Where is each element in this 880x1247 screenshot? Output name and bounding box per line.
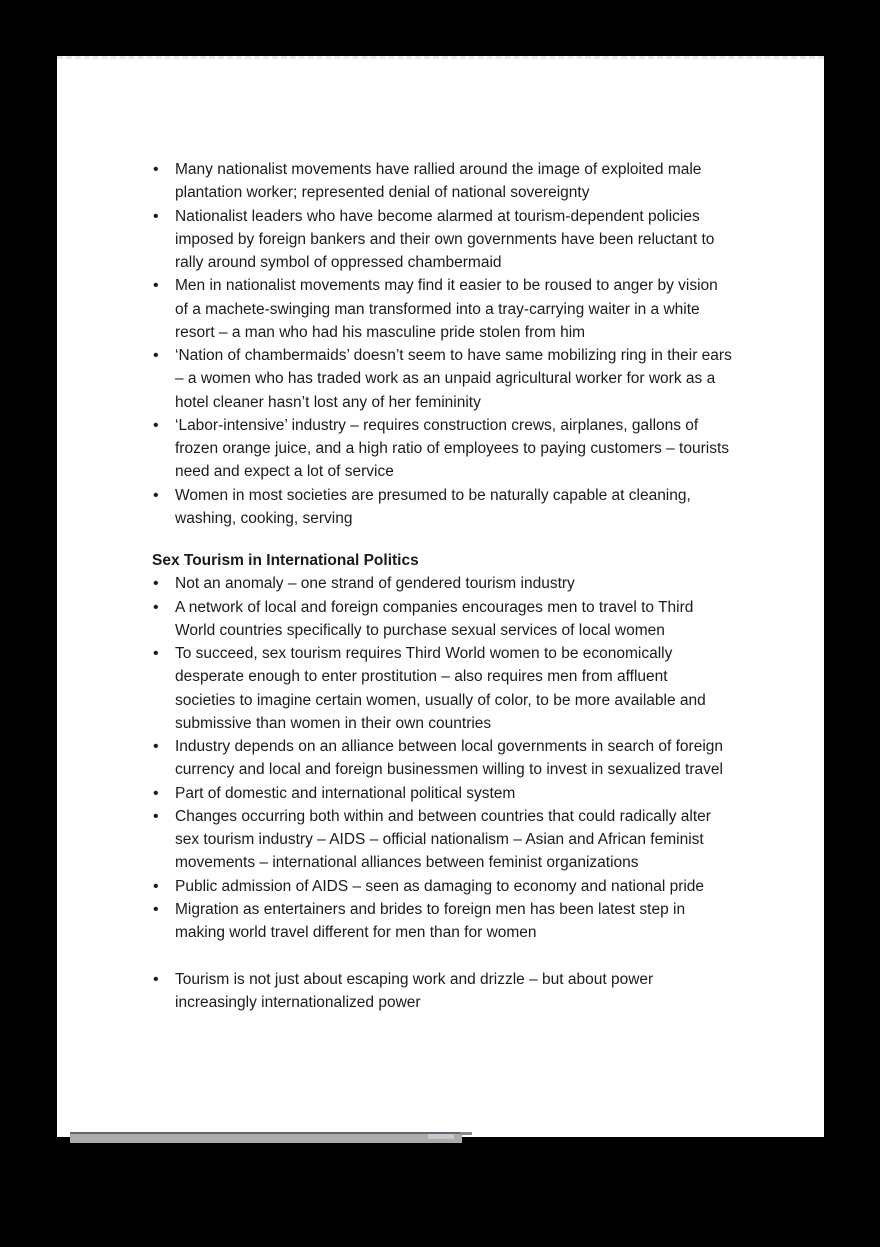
bullet-item: • Nationalist leaders who have become alarmed at tourism-dependent policies imposed by foreign bankers and their own governments have been reluctant to rally around symbol of oppressed chambermaid bbox=[152, 205, 732, 275]
bullet-item: • Not an anomaly – one strand of gendered tourism industry bbox=[152, 572, 732, 595]
page-break-dashed-line bbox=[57, 56, 824, 59]
bullet-item: • ‘Labor-intensive’ industry – requires construction crews, airplanes, gallons of frozen orange juice, and a high ratio of employees to paying customers – tourists need and expect a lot of service bbox=[152, 414, 732, 484]
horizontal-scrollbar[interactable] bbox=[70, 1132, 462, 1143]
bullet-item: • Tourism is not just about escaping work and drizzle – but about power increasingly internationalized power bbox=[152, 968, 732, 1015]
bullet-item: • Women in most societies are presumed to be naturally capable at cleaning, washing, cooking, serving bbox=[152, 484, 732, 531]
scrollbar-end-cap bbox=[460, 1132, 472, 1135]
section-heading: Sex Tourism in International Politics bbox=[152, 552, 419, 569]
bullet-item: • Industry depends on an alliance between local governments in search of foreign currency and local and foreign businessmen willing to invest in sexualized travel bbox=[152, 735, 732, 782]
bullet-list-conclusion bbox=[152, 968, 732, 1015]
scrollbar-marks bbox=[428, 1134, 454, 1139]
bullet-item: • Migration as entertainers and brides to foreign men has been latest step in making world travel different for men than for women bbox=[152, 898, 732, 945]
bullet-item: • Changes occurring both within and between countries that could radically alter sex tourism industry – AIDS – official nationalism – Asian and African feminist movements – international alliances between feminist organizations bbox=[152, 805, 732, 875]
bullet-list-sex-tourism bbox=[152, 572, 732, 944]
bullet-item: • Men in nationalist movements may find it easier to be roused to anger by vision of a machete-swinging man transformed into a tray-carrying waiter in a white resort – a man who had his masculine pride stolen from him bbox=[152, 274, 732, 344]
bullet-item: • Many nationalist movements have rallied around the image of exploited male plantation worker; represented denial of national sovereignty bbox=[152, 158, 732, 205]
page-content bbox=[152, 158, 732, 1014]
bullet-item: • A network of local and foreign companies encourages men to travel to Third World countries specifically to purchase sexual services of local women bbox=[152, 596, 732, 643]
document-page bbox=[57, 56, 824, 1137]
bullet-list-tourism-labor bbox=[152, 158, 732, 530]
bullet-item: • Part of domestic and international political system bbox=[152, 782, 732, 805]
bullet-item: • To succeed, sex tourism requires Third World women to be economically desperate enough to enter prostitution – also requires men from affluent societies to imagine certain women, usually of color, to be more available and submissive than women in their own countries bbox=[152, 642, 732, 735]
bullet-item: • ‘Nation of chambermaids’ doesn’t seem to have same mobilizing ring in their ears – a women who has traded work as an unpaid agricultural worker for work as a hotel cleaner hasn’t lost any of her femininity bbox=[152, 344, 732, 414]
bullet-item: • Public admission of AIDS – seen as damaging to economy and national pride bbox=[152, 875, 732, 898]
